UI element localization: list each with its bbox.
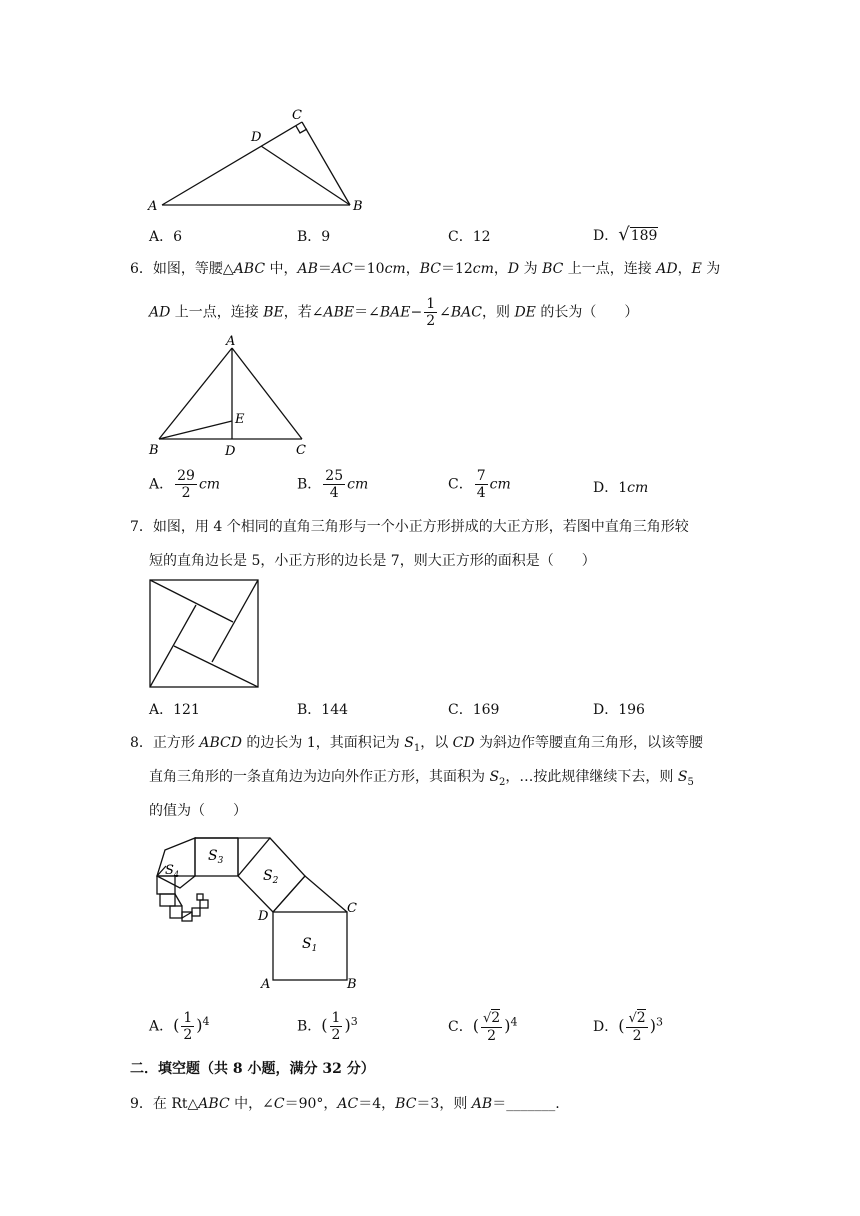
q8-label-s2: $S_2$ bbox=[263, 868, 279, 886]
q5-label-b: B bbox=[353, 199, 363, 214]
q5-option-b[interactable]: B．9 bbox=[297, 229, 331, 245]
q8-option-d[interactable]: D．( $\frac{√2}{2}$ )$^3$ bbox=[593, 1010, 663, 1044]
q6-option-d[interactable]: D．1cm bbox=[593, 480, 649, 496]
q9-answer-blank[interactable]: _______ bbox=[506, 1096, 556, 1112]
q6-label-c: C bbox=[296, 443, 306, 458]
q8-option-c[interactable]: C．( $\frac{√2}{2}$ )$^4$ bbox=[448, 1010, 518, 1044]
q8-label-s1: $S_1$ bbox=[302, 936, 318, 954]
q5-label-a: A bbox=[148, 199, 158, 214]
q6-label-d: D bbox=[225, 444, 236, 459]
q8-stem-line2: 直角三角形的一条直角边为边向外作正方形，其面积为 $S_2$，…按此规律继续下去，则 $S_5$ bbox=[149, 769, 694, 788]
sqrt-sign-icon: √ bbox=[482, 1011, 492, 1026]
q6-label-b: B bbox=[149, 443, 159, 458]
q7-option-b[interactable]: B．144 bbox=[297, 702, 349, 718]
q8-label-s4: $S_4$ bbox=[165, 863, 179, 879]
q5-option-c[interactable]: C．12 bbox=[448, 229, 491, 245]
q8-label-d: D bbox=[258, 909, 269, 924]
q7-stem-line2: 短的直角边长是 5，小正方形的边长是 7，则大正方形的面积是（ ） bbox=[149, 553, 596, 569]
q8-option-a[interactable]: A．( $\frac{1}{2}$ )$^4$ bbox=[149, 1010, 210, 1043]
section-title: 二．填空题（共 8 小题，满分 32 分） bbox=[130, 1061, 375, 1077]
q5-option-d[interactable]: D．√189 bbox=[593, 224, 658, 245]
q5-label-d: D bbox=[251, 130, 262, 145]
q8-label-b: B bbox=[347, 977, 357, 992]
q7-stem-line1: 7．如图，用 4 个相同的直角三角形与一个小正方形拼成的大正方形，若图中直角三角形较 bbox=[130, 519, 689, 535]
q5-label-c: C bbox=[292, 108, 302, 123]
q8-stem-line1: 8．正方形 ABCD 的边长为 1，其面积记为 $S_1$，以 CD 为斜边作等腰直角三角形，以该等腰 bbox=[130, 735, 704, 754]
q6-stem-line2: AD 上一点，连接 BE，若∠ABE＝∠BAE− $\frac{1}{2}$ ∠BAC，则 DE 的长为（ ） bbox=[149, 296, 639, 329]
q8-label-a: A bbox=[261, 977, 271, 992]
sqrt-sign-icon: √ bbox=[618, 224, 630, 245]
q6-option-b[interactable]: B． $\frac{25}{4}$ cm bbox=[297, 468, 369, 501]
q6-label-e: E bbox=[235, 412, 245, 427]
q5-option-a[interactable]: A．6 bbox=[149, 229, 183, 245]
q7-option-a[interactable]: A．121 bbox=[149, 702, 200, 718]
sqrt-sign-icon: √ bbox=[628, 1011, 637, 1026]
q8-label-s3: $S_3$ bbox=[208, 848, 224, 866]
q8-stem-line3: 的值为（ ） bbox=[149, 803, 247, 819]
q6-option-a[interactable]: A． $\frac{29}{2}$ cm bbox=[149, 468, 221, 501]
q6-stem-line1: 6．如图，等腰△ABC 中，AB＝AC＝10cm，BC＝12cm，D 为 BC 上一点，连接 AD，E 为 bbox=[130, 261, 721, 277]
q6-option-c[interactable]: C． $\frac{7}{4}$ cm bbox=[448, 468, 511, 501]
q8-label-c: C bbox=[347, 901, 357, 916]
q8-option-b[interactable]: B．( $\frac{1}{2}$ )$^3$ bbox=[297, 1010, 358, 1043]
q7-option-c[interactable]: C．169 bbox=[448, 702, 500, 718]
q9-stem: 9．在 Rt△ABC 中，∠C＝90°，AC＝4，BC＝3，则 AB＝_______. bbox=[130, 1096, 560, 1112]
q6-label-a: A bbox=[226, 334, 236, 349]
q7-option-d[interactable]: D．196 bbox=[593, 702, 645, 718]
